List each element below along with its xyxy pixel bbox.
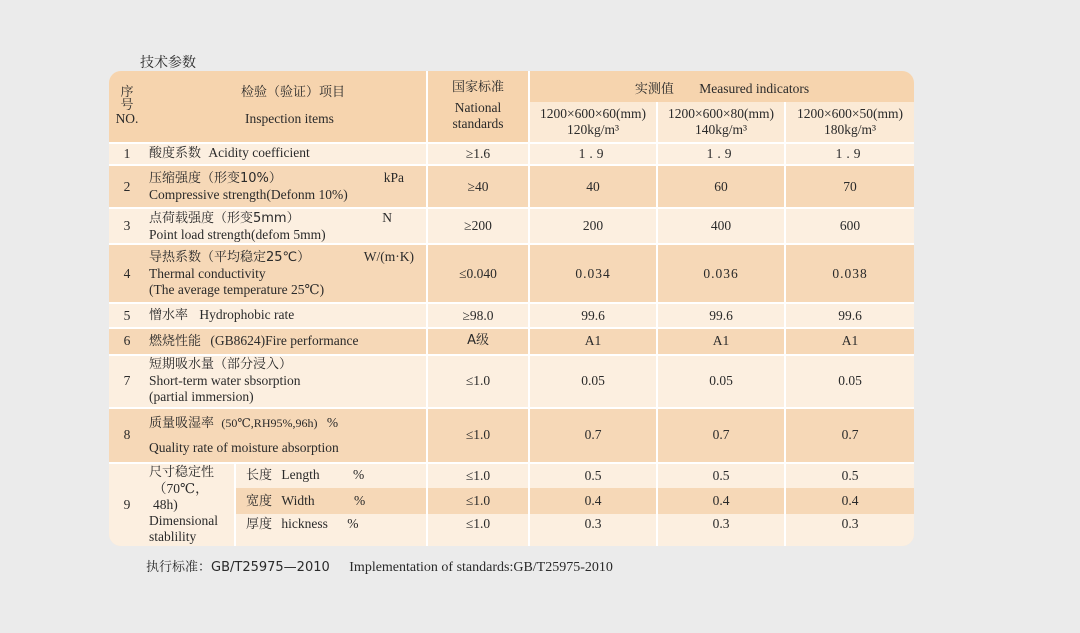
footer-standard-zh: 执行标准：GB/T25975—2010	[146, 560, 330, 575]
row-value: 600	[785, 208, 914, 244]
row-unit: W/(m·K)	[363, 249, 415, 265]
table-row	[109, 463, 914, 488]
row-item	[145, 328, 427, 355]
row-item-zh: 短期吸水量（部分浸入）	[149, 357, 293, 373]
row-value: A1	[785, 328, 914, 355]
row-standard: ≥1.6	[427, 143, 529, 166]
row-standard: ≤1.0	[427, 463, 529, 488]
row-value: 0.036	[657, 244, 785, 303]
row-value: 1.9	[657, 143, 785, 166]
row-value: 0.7	[657, 408, 785, 463]
row-no: 1	[109, 143, 145, 166]
row-no: 5	[109, 303, 145, 328]
row-item-dimensional	[145, 463, 235, 546]
spec-3-size: 1200×600×50(mm)	[797, 105, 903, 121]
header-item-zh: 检验（验证）项目	[241, 85, 346, 101]
table-row	[109, 244, 914, 303]
footer	[146, 556, 613, 576]
row-standard: ≤1.0	[427, 514, 529, 546]
row-value: 0.034	[529, 244, 657, 303]
dim-sub-item	[235, 488, 427, 514]
header-item-en: Inspection items	[245, 111, 334, 127]
header-item	[145, 71, 427, 143]
spec-3-density: 180kg/m³	[823, 121, 877, 137]
row-value: 70	[785, 165, 914, 208]
dim-en-2: stablility	[149, 529, 197, 544]
spec-1-density: 120kg/m³	[566, 121, 620, 137]
dim-sub-unit: %	[353, 492, 366, 508]
row-item-zh: 酸度系数	[149, 146, 202, 162]
spec-table	[109, 71, 914, 546]
row-item-zh: 憎水率	[149, 308, 189, 324]
row-value: 0.5	[529, 463, 657, 488]
row-value: 60	[657, 165, 785, 208]
row-value: 0.05	[529, 355, 657, 408]
row-item-en: Compressive strength(Defonm 10%)	[149, 187, 348, 203]
row-value: 0.4	[785, 488, 914, 514]
spec-1-size: 1200×600×60(mm)	[540, 105, 646, 121]
row-value: 40	[529, 165, 657, 208]
row-no: 7	[109, 355, 145, 408]
header-spec-3	[785, 102, 914, 143]
row-value: 400	[657, 208, 785, 244]
table-row	[109, 408, 914, 463]
row-no: 6	[109, 328, 145, 355]
row-value: 200	[529, 208, 657, 244]
header-measured-zh: 实测值	[634, 81, 674, 97]
row-no: 8	[109, 408, 145, 463]
row-value: 0.05	[785, 355, 914, 408]
row-item-en: Short-term water sbsorption	[149, 373, 301, 389]
row-value: 0.5	[785, 463, 914, 488]
row-value: A1	[657, 328, 785, 355]
row-value: 0.7	[785, 408, 914, 463]
footer-standard-en: Implementation of standards:GB/T25975-2010	[349, 560, 613, 575]
row-value: 1.9	[785, 143, 914, 166]
header-standard-zh: 国家标准	[452, 80, 505, 96]
row-value: 0.038	[785, 244, 914, 303]
spec-2-size: 1200×600×80(mm)	[668, 105, 774, 121]
row-value: 0.05	[657, 355, 785, 408]
dim-sub-en: hickness	[281, 516, 328, 532]
row-item-en-2: (partial immersion)	[149, 389, 254, 405]
row-value: 99.6	[785, 303, 914, 328]
dim-sub-item	[235, 463, 427, 488]
header-no-en: NO.	[115, 111, 139, 127]
row-no: 4	[109, 244, 145, 303]
row-unit: %	[326, 414, 339, 430]
row-item-en: Point load strength(defom 5mm)	[149, 226, 326, 242]
row-value: 99.6	[529, 303, 657, 328]
dim-zh: 尺寸稳定性	[149, 465, 215, 480]
row-item	[145, 355, 427, 408]
row-standard: ≤1.0	[427, 355, 529, 408]
row-value: A1	[529, 328, 657, 355]
header-spec-1	[529, 102, 657, 143]
row-standard: ≤1.0	[427, 408, 529, 463]
row-no: 2	[109, 165, 145, 208]
header-standard-en-1: National	[454, 100, 502, 116]
dim-sub-en: Length	[281, 467, 320, 483]
row-item-en: Hydrophobic rate	[199, 307, 295, 323]
table-row	[109, 355, 914, 408]
table-row	[109, 208, 914, 244]
row-standard: ≥98.0	[427, 303, 529, 328]
row-item-en-2: (The average temperature 25℃)	[149, 282, 325, 298]
dim-sub-zh: 宽度	[246, 493, 273, 509]
row-item-zh: 点荷载强度（形变5mm）	[149, 210, 300, 226]
row-value: 99.6	[657, 303, 785, 328]
row-item-en: Thermal conductivity	[149, 266, 266, 282]
header-no-zh: 序号	[120, 85, 134, 114]
row-item	[145, 408, 427, 463]
row-unit: kPa	[383, 170, 405, 186]
spec-2-density: 140kg/m³	[694, 121, 748, 137]
row-standard: A级	[427, 328, 529, 355]
spec-table-card	[109, 71, 914, 546]
dim-sub-unit: %	[353, 467, 365, 483]
header-measured-en: Measured indicators	[699, 80, 810, 96]
header-standard-en-2: standards	[452, 116, 504, 132]
dim-sub-unit: %	[347, 516, 359, 532]
row-item-en: Acidity coefficient	[208, 145, 310, 161]
row-item	[145, 244, 427, 303]
dim-sub-en: Width	[281, 492, 315, 508]
row-no: 9	[109, 463, 145, 546]
row-item-en: (GB8624)Fire performance	[210, 332, 359, 348]
row-item-zh: 压缩强度（形变10%）	[149, 171, 282, 187]
row-item-zh: 导热系数（平均稳定25℃）	[149, 250, 311, 266]
row-unit: N	[382, 209, 393, 225]
row-item-zh: 质量吸湿率	[149, 415, 215, 431]
row-item	[145, 165, 427, 208]
dim-sub-zh: 厚度	[246, 517, 273, 533]
row-no: 3	[109, 208, 145, 244]
row-item-en: Quality rate of moisture absorption	[149, 439, 339, 455]
header-measured	[529, 71, 914, 102]
dim-en-1: Dimensional	[149, 513, 218, 528]
row-item	[145, 303, 427, 328]
row-standard: ≤1.0	[427, 488, 529, 514]
dim-sub-item	[235, 514, 427, 546]
page-title: 技术参数	[140, 55, 196, 71]
row-value: 0.4	[529, 488, 657, 514]
row-value: 0.3	[529, 514, 657, 546]
row-value: 0.3	[785, 514, 914, 546]
row-value: 1.9	[529, 143, 657, 166]
row-standard: ≥200	[427, 208, 529, 244]
header-standard	[427, 71, 529, 143]
row-value: 0.3	[657, 514, 785, 546]
row-item-zh: 燃烧性能	[149, 333, 202, 349]
table-row	[109, 328, 914, 355]
row-value: 0.5	[657, 463, 785, 488]
dim-sub-zh: 长度	[246, 468, 273, 484]
table-row	[109, 303, 914, 328]
row-standard: ≤0.040	[427, 244, 529, 303]
row-value: 0.4	[657, 488, 785, 514]
row-item-zh-note: (50℃,RH95%,96h)	[221, 415, 318, 430]
dim-zh-note: （70℃，48h)	[153, 481, 209, 512]
table-row	[109, 143, 914, 166]
header-no	[109, 71, 145, 143]
row-value: 0.7	[529, 408, 657, 463]
table-row	[109, 165, 914, 208]
row-item	[145, 208, 427, 244]
row-standard: ≥40	[427, 165, 529, 208]
row-item	[145, 143, 427, 166]
header-spec-2	[657, 102, 785, 143]
